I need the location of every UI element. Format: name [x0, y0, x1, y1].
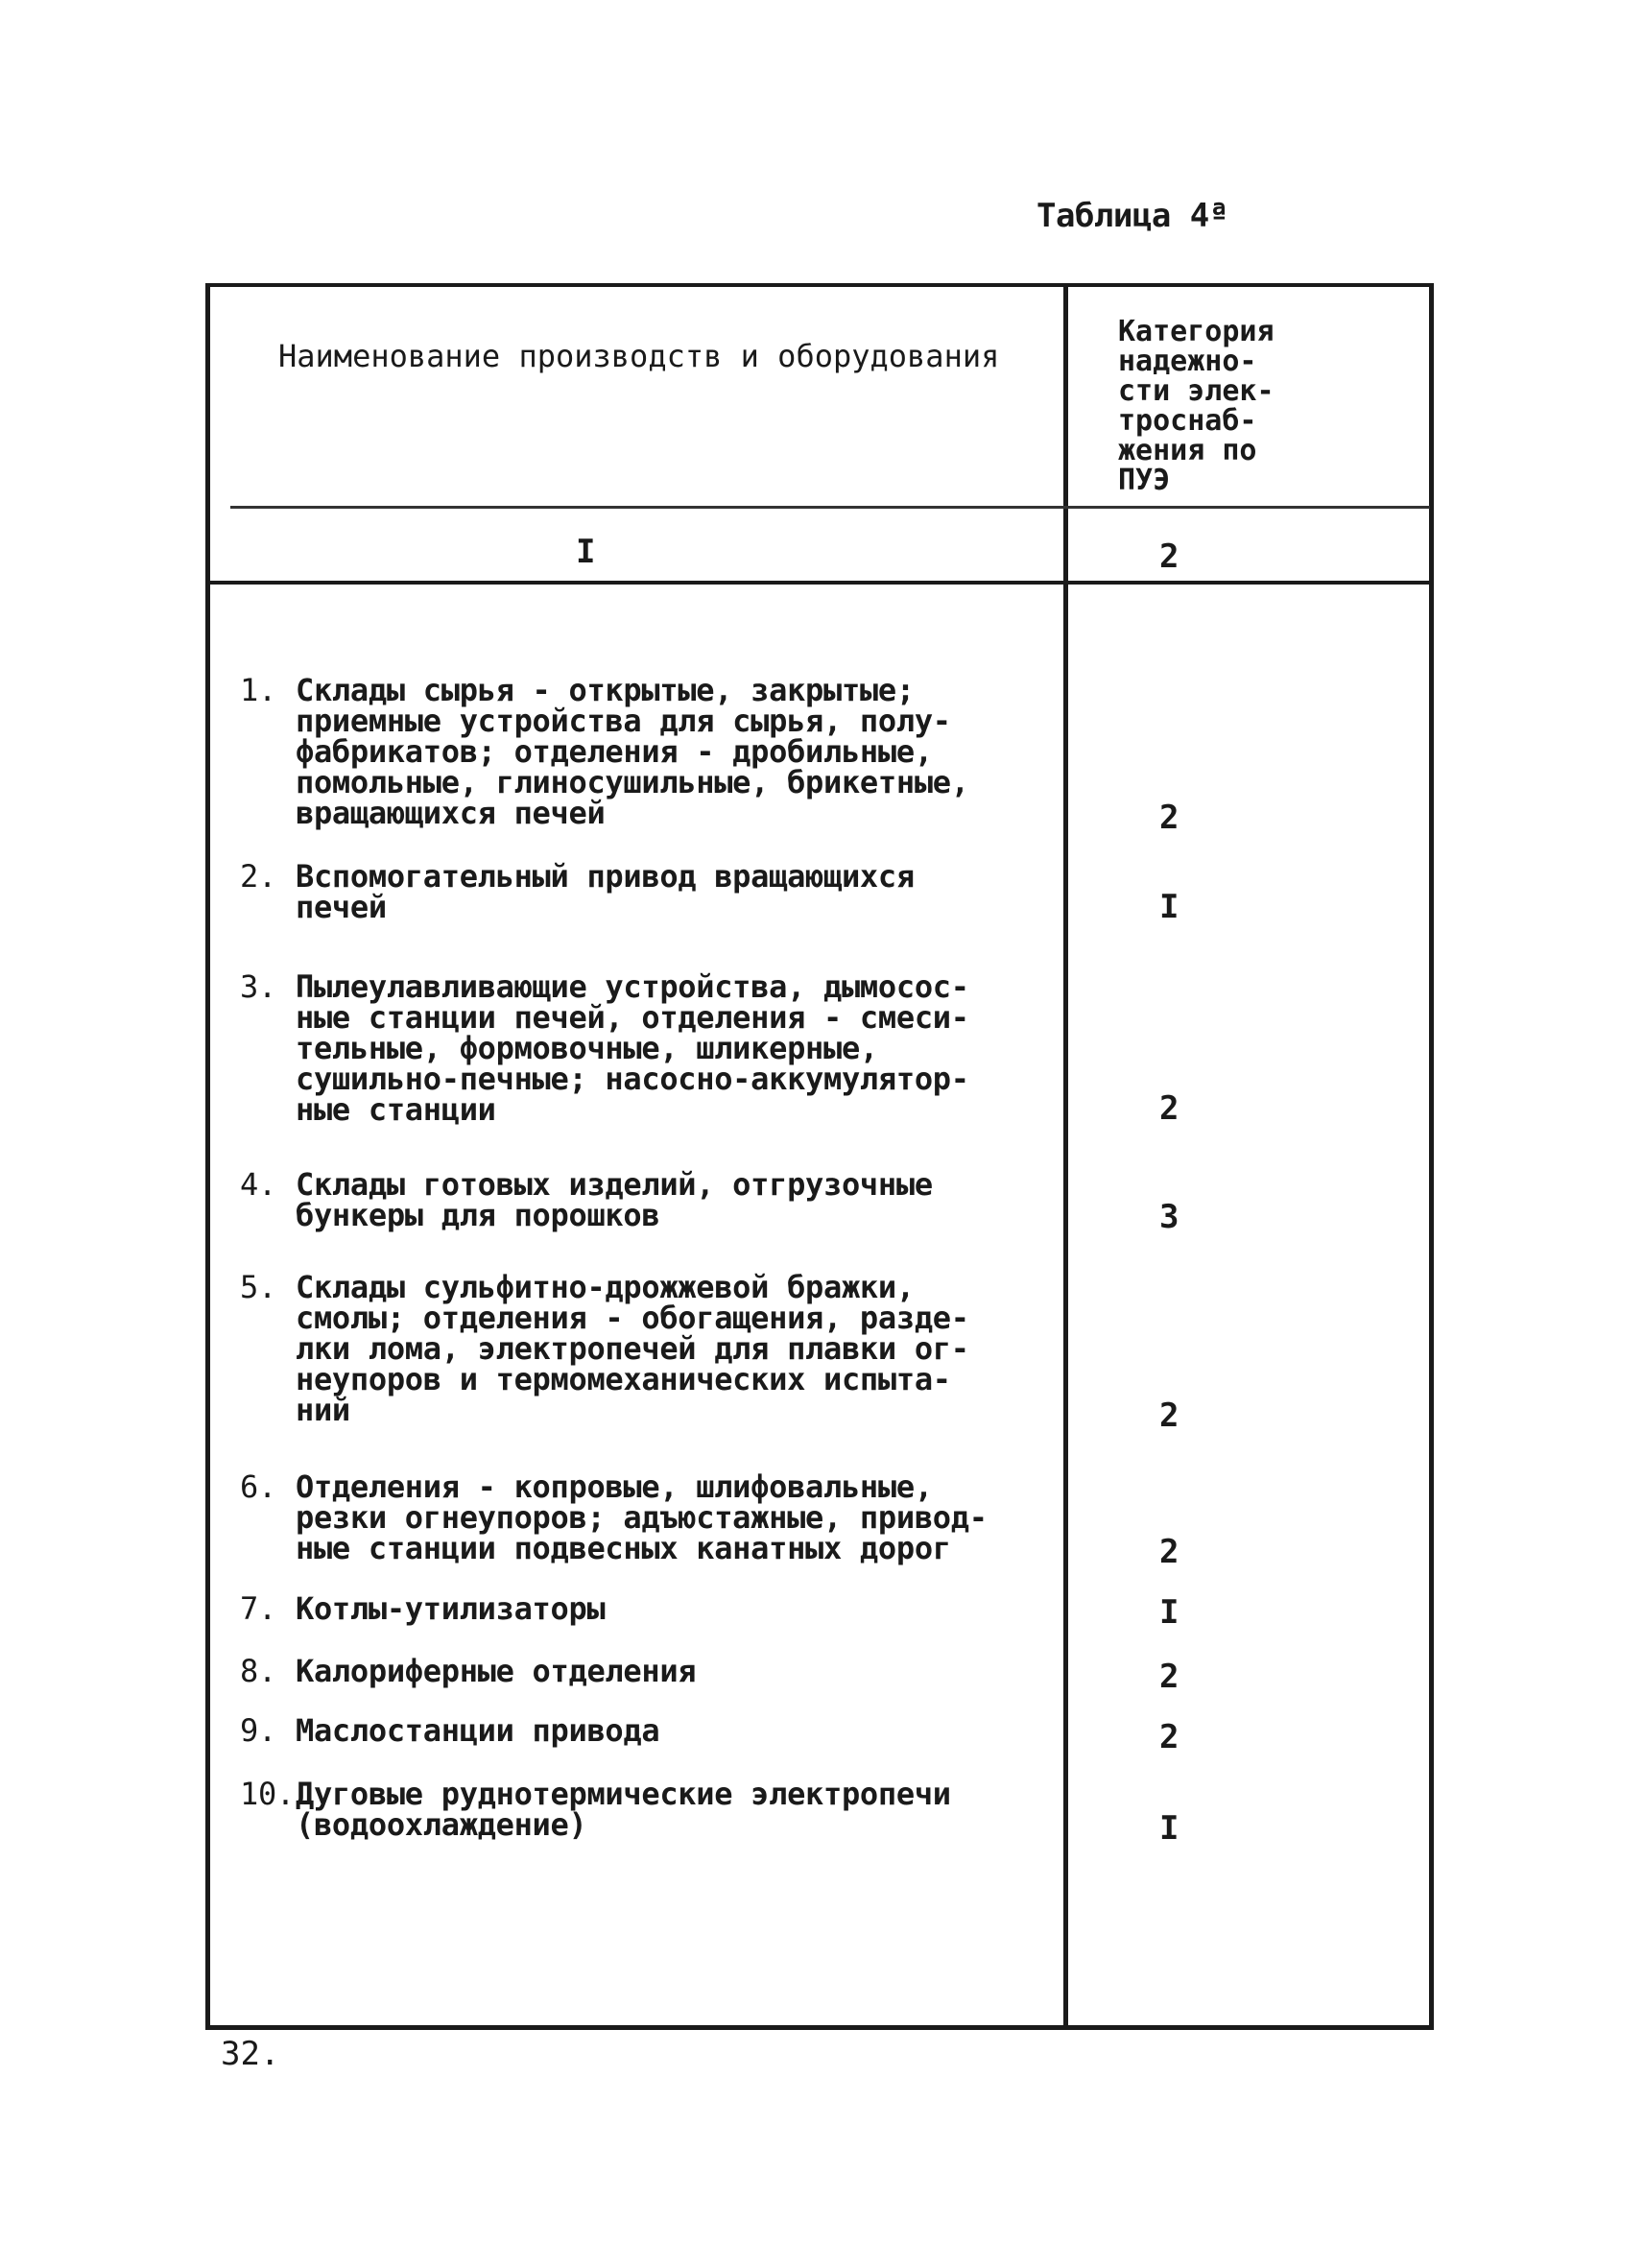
table-row	[240, 1712, 1056, 1749]
table-row	[240, 672, 1056, 831]
column-number-1: I	[576, 533, 596, 571]
table-caption: Таблица 4ª	[1036, 197, 1228, 235]
header-name-column: Наименование производств и оборудования	[278, 338, 1000, 374]
row-category: 2	[1159, 1718, 1179, 1756]
row-number: 8.	[240, 1653, 276, 1689]
table-row	[240, 1590, 1056, 1627]
row-text: Пылеулавливающие устройства, дымосос- ные станции печей, отделения - смеси- тельные, формовочные, шликерные, сушильно-печные; насосно-аккумулятор- ные станции	[296, 968, 969, 1128]
row-text: Вспомогательный привод вращающихся печей	[296, 858, 915, 925]
column-number-2: 2	[1159, 537, 1179, 576]
row-category: 3	[1159, 1198, 1179, 1236]
column-divider	[1063, 283, 1068, 2030]
row-category: I	[1159, 1593, 1179, 1632]
row-number: 7.	[240, 1590, 276, 1627]
row-category: I	[1159, 888, 1179, 926]
row-number: 3.	[240, 968, 276, 1005]
row-text: Склады готовых изделий, отгрузочные бункеры для порошков	[296, 1166, 933, 1233]
row-text: Калориферные отделения	[296, 1653, 697, 1689]
row-number: 2.	[240, 858, 276, 895]
row-number: 4.	[240, 1166, 276, 1203]
row-category: 2	[1159, 1658, 1179, 1696]
row-text: Маслостанции привода	[296, 1712, 660, 1749]
row-text: Склады сульфитно-дрожжевой бражки, смолы; отделения - обогащения, разде- лки лома, электропечей для плавки ог- неупоров и термомеханических испыта- ний	[296, 1269, 969, 1428]
row-number: 9.	[240, 1712, 276, 1749]
table-row	[240, 1653, 1056, 1689]
row-category: 2	[1159, 799, 1179, 837]
table-row	[240, 1776, 1056, 1843]
row-category: 2	[1159, 1533, 1179, 1571]
page-number: 32.	[221, 2035, 280, 2073]
row-number: 6.	[240, 1468, 276, 1505]
row-text: Котлы-утилизаторы	[296, 1590, 606, 1627]
header-category-column: Категория надежно- сти элек- троснаб- жения по ПУЭ	[1118, 315, 1275, 497]
row-category: 2	[1159, 1089, 1179, 1128]
row-number: 10.	[240, 1776, 295, 1812]
row-category: 2	[1159, 1397, 1179, 1435]
row-text: Отделения - копровые, шлифовальные, резки огнеупоров; адъюстажные, привод- ные станции подвесных канатных дорог	[296, 1468, 988, 1566]
column-number-divider	[205, 581, 1434, 585]
row-text: Склады сырья - открытые, закрытые; приемные устройства для сырья, полу- фабрикатов; отделения - дробильные, помольные, глиносушильные, брикетные, вращающихся печей	[296, 672, 969, 831]
table-row	[240, 1468, 1056, 1566]
row-text: Дуговые руднотермические электропечи (водоохлаждение)	[296, 1776, 951, 1843]
row-number: 1.	[240, 672, 276, 708]
table-row	[240, 1166, 1056, 1233]
table-row	[240, 968, 1056, 1128]
row-category: I	[1159, 1809, 1179, 1848]
row-number: 5.	[240, 1269, 276, 1305]
table-row	[240, 1269, 1056, 1428]
table-frame	[205, 283, 1434, 2030]
header-divider	[230, 506, 1430, 509]
table-row	[240, 858, 1056, 925]
